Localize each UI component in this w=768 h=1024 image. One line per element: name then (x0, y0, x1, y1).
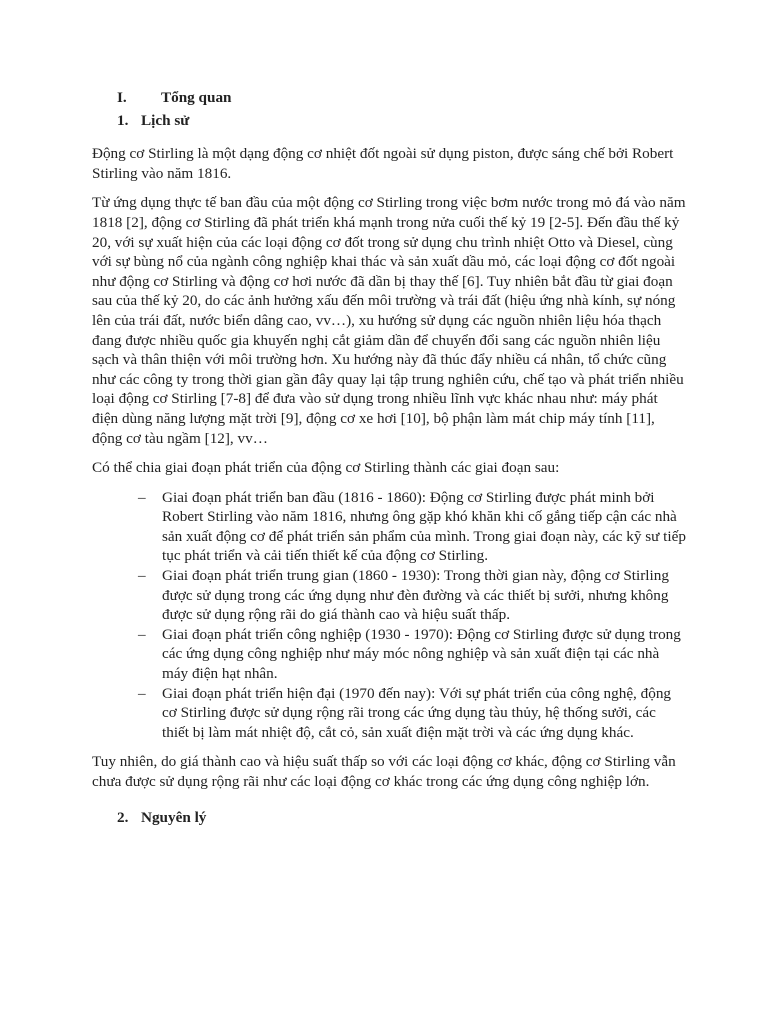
document-body (92, 82, 686, 827)
list-item (92, 684, 686, 743)
list-item (92, 488, 686, 566)
bullet-dash: – (138, 567, 146, 585)
bullet-dash: – (138, 625, 146, 643)
section-heading-principle (92, 808, 686, 828)
section-heading-history (92, 111, 686, 131)
list-item-text: Giai đoạn phát triển công nghiệp (1930 - 1970): Động cơ Stirling được sử dụng trong các ứng dụng công nghiệp như máy móc nông nghiệp và sản xuất điện tại các nhà máy điện hạt nhân. (162, 625, 681, 683)
heading-level1-number: I. (117, 89, 127, 106)
section-title: Lịch sử (141, 111, 190, 129)
list-item (92, 625, 686, 684)
list-item (92, 566, 686, 625)
bullet-dash: – (138, 488, 146, 506)
section-title: Nguyên lý (141, 808, 207, 826)
paragraph-closing: Tuy nhiên, do giá thành cao và hiệu suất thấp so với các loại động cơ khác, động cơ Stirling vẫn chưa được sử dụng rộng rãi như các loại động cơ khác trong các ứng dụng công nghiệp lớn. (92, 753, 676, 790)
list-item-text: Giai đoạn phát triển trung gian (1860 - 1930): Trong thời gian này, động cơ Stirling được sử dụng trong các ứng dụng như đèn đường và các thiết bị sưởi, nhưng không được sử dụng rộng rãi do giá thành cao và hiệu suất thấp. (162, 567, 669, 624)
section-number: 1. (117, 111, 129, 129)
heading-level1 (92, 88, 686, 108)
list-item-text: Giai đoạn phát triển hiện đại (1970 đến nay): Với sự phát triển của công nghệ, động cơ Stirling được sử dụng rộng rãi trong các ứng dụng tàu thủy, hệ thống sưởi, các thiết bị làm mát nhiệt độ, cắt cỏ, sản xuất điện mặt trời và các ứng dụng khác. (162, 684, 672, 741)
bullet-dash: – (138, 684, 146, 702)
paragraph-stages-intro: Có thể chia giai đoạn phát triển của động cơ Stirling thành các giai đoạn sau: (92, 459, 560, 477)
stages-list (92, 488, 686, 743)
section-number: 2. (117, 808, 129, 826)
paragraph-history: Từ ứng dụng thực tế ban đầu của một động cơ Stirling trong việc bơm nước trong mỏ đá vào năm 1818 [2], động cơ Stirling đã phát triển khá mạnh trong nửa cuối thế kỷ 19 [2-5]. Đến đầu thế kỷ 20, với sự xuất hiện của các loại động cơ đốt trong sử dụng chu trình nhiệt Otto và Diesel, cùng với sự bùng nổ của ngành công nghiệp khai thác và sản xuất dầu mỏ, các loại động cơ đốt ngoài như động cơ Stirling và động cơ hơi nước đã dần bị thay thế [6]. Tuy nhiên bắt đầu từ giai đoạn sau của thế kỷ 20, do các ảnh hưởng xấu đến môi trường và trái đất (hiệu ứng nhà kính, sự nóng lên của trái đất, nước biển dâng cao, vv…), xu hướng sử dụng các nguồn nhiên liệu hóa thạch đang được nhiều quốc gia khuyến nghị cắt giảm dần để chuyển đổi sang các nguồn nhiên liệu sạch và thân thiện với môi trường hơn. Xu hướng này đã thúc đẩy nhiều cá nhân, tổ chức cũng như các công ty trong thời gian gần đây quay lại tập trung nghiên cứu, chế tạo và phát triển nhiều loại động cơ Stirling [7-8] để đưa vào sử dụng trong nhiều lĩnh vực khác nhau như: máy phát điện dùng năng lượng mặt trời [9], động cơ xe hơi [10], bộ phận làm mát chip máy tính [11], động cơ tàu ngầm [12], vv… (92, 194, 686, 447)
paragraph-intro: Động cơ Stirling là một dạng động cơ nhiệt đốt ngoài sử dụng piston, được sáng chế bởi Robert Stirling vào năm 1816. (92, 145, 674, 182)
list-item-text: Giai đoạn phát triển ban đầu (1816 - 1860): Động cơ Stirling được phát minh bởi Robert Stirling vào năm 1816, nhưng ông gặp khó khăn khi cố gắng tiếp cận các nhà sản xuất động cơ để phát triển sản phẩm của mình. Trong giai đoạn này, các kỹ sư tiếp tục phát triển và cải tiến thiết kế của động cơ Stirling. (162, 488, 686, 565)
heading-level1-title: Tổng quan (161, 89, 232, 106)
